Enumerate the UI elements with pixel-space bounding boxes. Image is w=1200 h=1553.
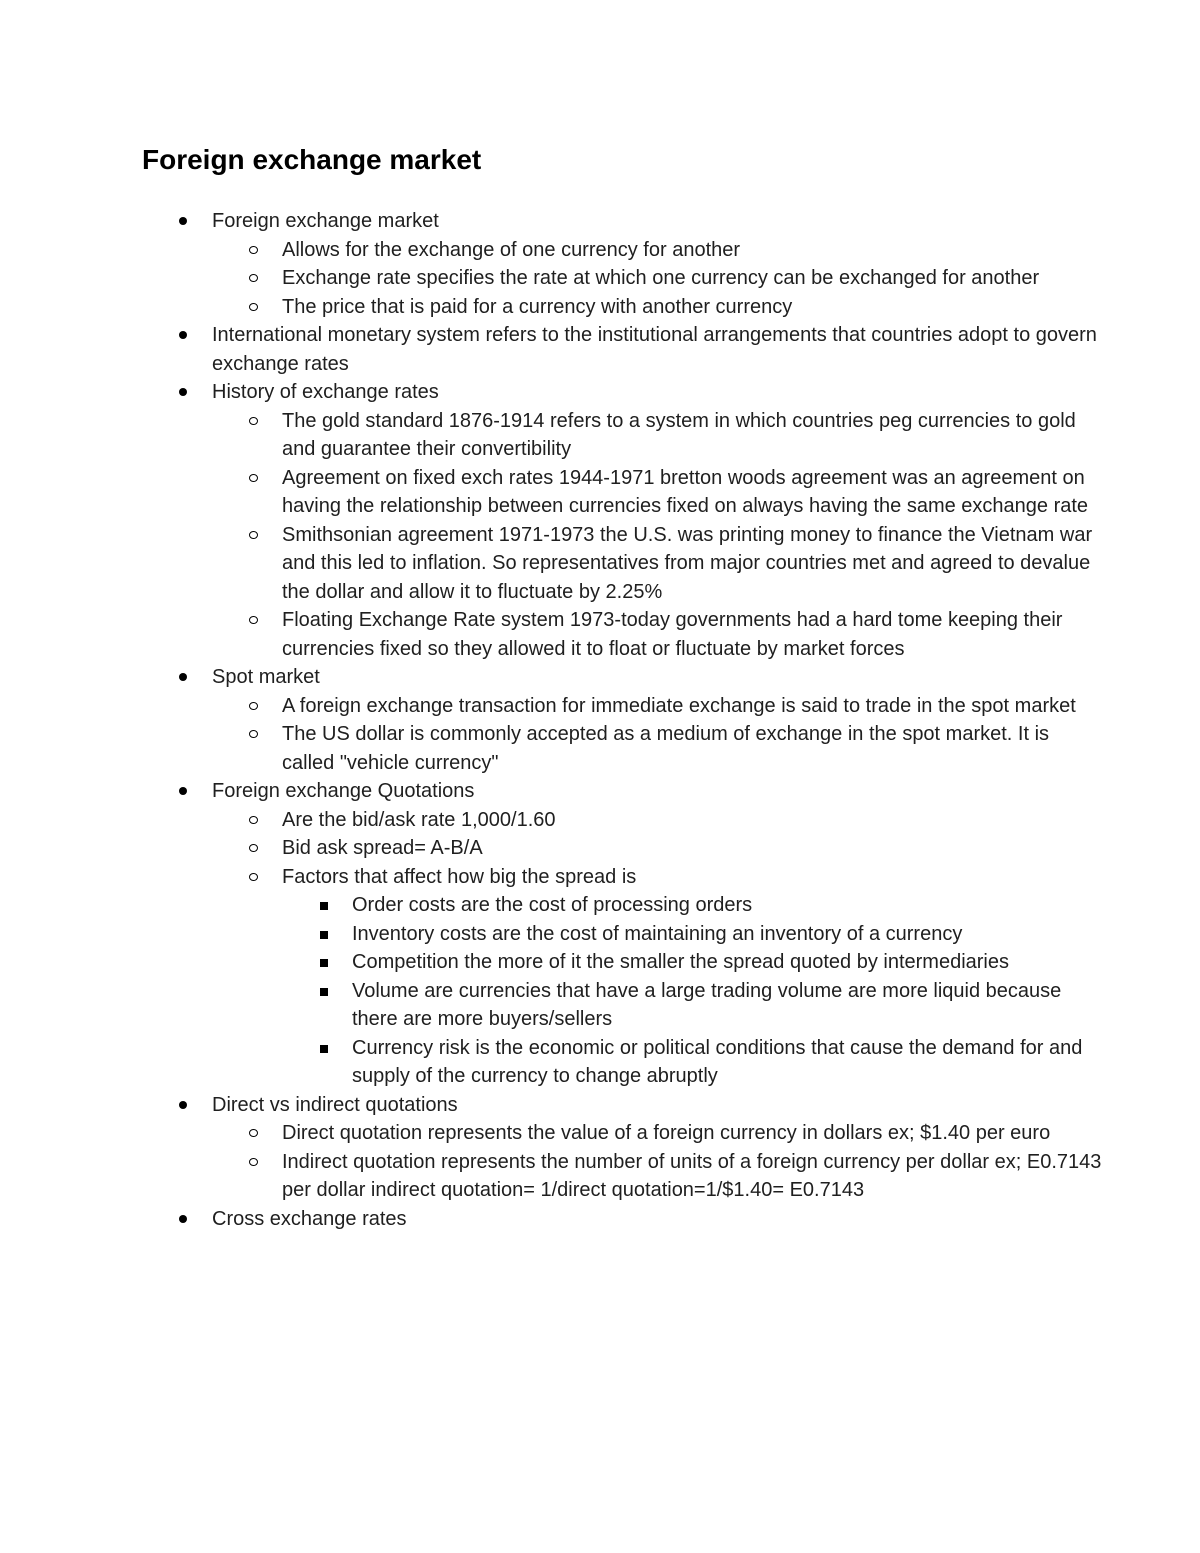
sub-list-item-text: The price that is paid for a currency with another currency bbox=[282, 295, 793, 318]
hollow-circle-bullet-icon bbox=[249, 474, 258, 482]
sub-sub-list-item bbox=[282, 977, 1102, 1034]
sub-list bbox=[212, 806, 1102, 1091]
sub-list-item bbox=[212, 863, 1102, 1091]
sub-list-item bbox=[212, 806, 1102, 835]
hollow-circle-bullet-icon bbox=[249, 417, 258, 425]
hollow-circle-bullet-icon bbox=[249, 246, 258, 254]
square-bullet-icon bbox=[320, 959, 328, 967]
list-item bbox=[142, 207, 1102, 321]
list-item bbox=[142, 777, 1102, 1091]
sub-list-item-text: Indirect quotation represents the number of units of a foreign currency per dollar ex; E0.7143 per dollar indirect quotation= 1/direct quotation=1/$1.40= E0.7143 bbox=[282, 1150, 1102, 1201]
sub-list-item bbox=[212, 464, 1102, 521]
page-title: Foreign exchange market bbox=[142, 144, 482, 175]
sub-list bbox=[212, 1119, 1102, 1205]
outline-list bbox=[142, 207, 1102, 1233]
sub-list-item-text: The gold standard 1876-1914 refers to a system in which countries peg currencies to gold and guarantee their convertibility bbox=[282, 409, 1076, 460]
list-item-text: Cross exchange rates bbox=[212, 1207, 407, 1230]
filled-circle-bullet-icon bbox=[179, 1101, 187, 1109]
list-item bbox=[142, 1205, 1102, 1234]
sub-list-item-text: Direct quotation represents the value of a foreign currency in dollars ex; $1.40 per euro bbox=[282, 1122, 1051, 1144]
sub-list-item-text: Bid ask spread= A-B/A bbox=[282, 837, 483, 859]
hollow-circle-bullet-icon bbox=[249, 702, 258, 710]
sub-list bbox=[212, 407, 1102, 664]
sub-list-item-text: Are the bid/ask rate 1,000/1.60 bbox=[282, 808, 556, 831]
hollow-circle-bullet-icon bbox=[249, 873, 258, 881]
filled-circle-bullet-icon bbox=[179, 217, 187, 225]
square-bullet-icon bbox=[320, 988, 328, 996]
filled-circle-bullet-icon bbox=[179, 787, 187, 795]
square-bullet-icon bbox=[320, 931, 328, 939]
sub-sub-list-item-text: Competition the more of it the smaller the spread quoted by intermediaries bbox=[352, 951, 1010, 973]
hollow-circle-bullet-icon bbox=[249, 730, 258, 738]
sub-sub-list bbox=[282, 891, 1102, 1091]
sub-list-item bbox=[212, 692, 1102, 721]
square-bullet-icon bbox=[320, 902, 328, 910]
list-item bbox=[142, 321, 1102, 378]
sub-list-item bbox=[212, 1148, 1102, 1205]
sub-sub-list-item-text: Volume are currencies that have a large trading volume are more liquid because there are more buyers/sellers bbox=[352, 979, 1062, 1030]
list-item bbox=[142, 378, 1102, 663]
sub-list-item-text: Exchange rate specifies the rate at which one currency can be exchanged for another bbox=[282, 267, 1040, 289]
sub-list-item-text: Floating Exchange Rate system 1973-today governments had a hard tome keeping their currencies fixed so they allowed it to float or fluctuate by market forces bbox=[282, 609, 1063, 660]
sub-sub-list-item-text: Order costs are the cost of processing orders bbox=[352, 894, 753, 916]
sub-list-item bbox=[212, 521, 1102, 607]
hollow-circle-bullet-icon bbox=[249, 816, 258, 824]
sub-sub-list-item bbox=[282, 891, 1102, 920]
hollow-circle-bullet-icon bbox=[249, 844, 258, 852]
filled-circle-bullet-icon bbox=[179, 1215, 187, 1223]
sub-list bbox=[212, 236, 1102, 322]
hollow-circle-bullet-icon bbox=[249, 1158, 258, 1166]
sub-sub-list-item bbox=[282, 1034, 1102, 1091]
sub-list-item bbox=[212, 236, 1102, 265]
square-bullet-icon bbox=[320, 1045, 328, 1053]
hollow-circle-bullet-icon bbox=[249, 1129, 258, 1137]
filled-circle-bullet-icon bbox=[179, 673, 187, 681]
sub-list-item-text: Factors that affect how big the spread is bbox=[282, 865, 637, 888]
sub-list-item bbox=[212, 1119, 1102, 1148]
sub-list-item bbox=[212, 264, 1102, 293]
list-item-text: History of exchange rates bbox=[212, 381, 439, 403]
filled-circle-bullet-icon bbox=[179, 388, 187, 396]
sub-list-item-text: A foreign exchange transaction for immediate exchange is said to trade in the spot market bbox=[282, 694, 1076, 717]
list-item bbox=[142, 1091, 1102, 1205]
sub-list-item bbox=[212, 834, 1102, 863]
sub-list-item bbox=[212, 407, 1102, 464]
hollow-circle-bullet-icon bbox=[249, 616, 258, 624]
sub-list-item-text: Allows for the exchange of one currency for another bbox=[282, 238, 741, 261]
hollow-circle-bullet-icon bbox=[249, 303, 258, 311]
sub-list-item bbox=[212, 293, 1102, 322]
list-item-text: International monetary system refers to the institutional arrangements that countries adopt to govern exchange rates bbox=[212, 324, 1097, 375]
list-item-text: Foreign exchange market bbox=[212, 210, 439, 232]
list-item bbox=[142, 663, 1102, 777]
list-item-text: Spot market bbox=[212, 666, 320, 688]
sub-list-item bbox=[212, 720, 1102, 777]
sub-sub-list-item bbox=[282, 948, 1102, 977]
sub-sub-list-item bbox=[282, 920, 1102, 949]
sub-list-item bbox=[212, 606, 1102, 663]
hollow-circle-bullet-icon bbox=[249, 531, 258, 539]
sub-list-item-text: Agreement on fixed exch rates 1944-1971 bretton woods agreement was an agreement on having the relationship between currencies fixed on always having the same exchange rate bbox=[282, 466, 1089, 517]
filled-circle-bullet-icon bbox=[179, 331, 187, 339]
sub-sub-list-item-text: Currency risk is the economic or political conditions that cause the demand for and supply of the currency to change abruptly bbox=[352, 1036, 1083, 1087]
sub-sub-list-item-text: Inventory costs are the cost of maintaining an inventory of a currency bbox=[352, 922, 963, 945]
list-item-text: Foreign exchange Quotations bbox=[212, 780, 475, 802]
list-item-text: Direct vs indirect quotations bbox=[212, 1093, 458, 1116]
hollow-circle-bullet-icon bbox=[249, 274, 258, 282]
sub-list-item-text: Smithsonian agreement 1971-1973 the U.S. was printing money to finance the Vietnam war and this led to inflation. So representatives from major countries met and agreed to devalue the dollar and allow it to fluctuate by 2.25% bbox=[282, 523, 1093, 603]
sub-list-item-text: The US dollar is commonly accepted as a medium of exchange in the spot market. It is called "vehicle currency" bbox=[282, 723, 1050, 774]
sub-list bbox=[212, 692, 1102, 778]
